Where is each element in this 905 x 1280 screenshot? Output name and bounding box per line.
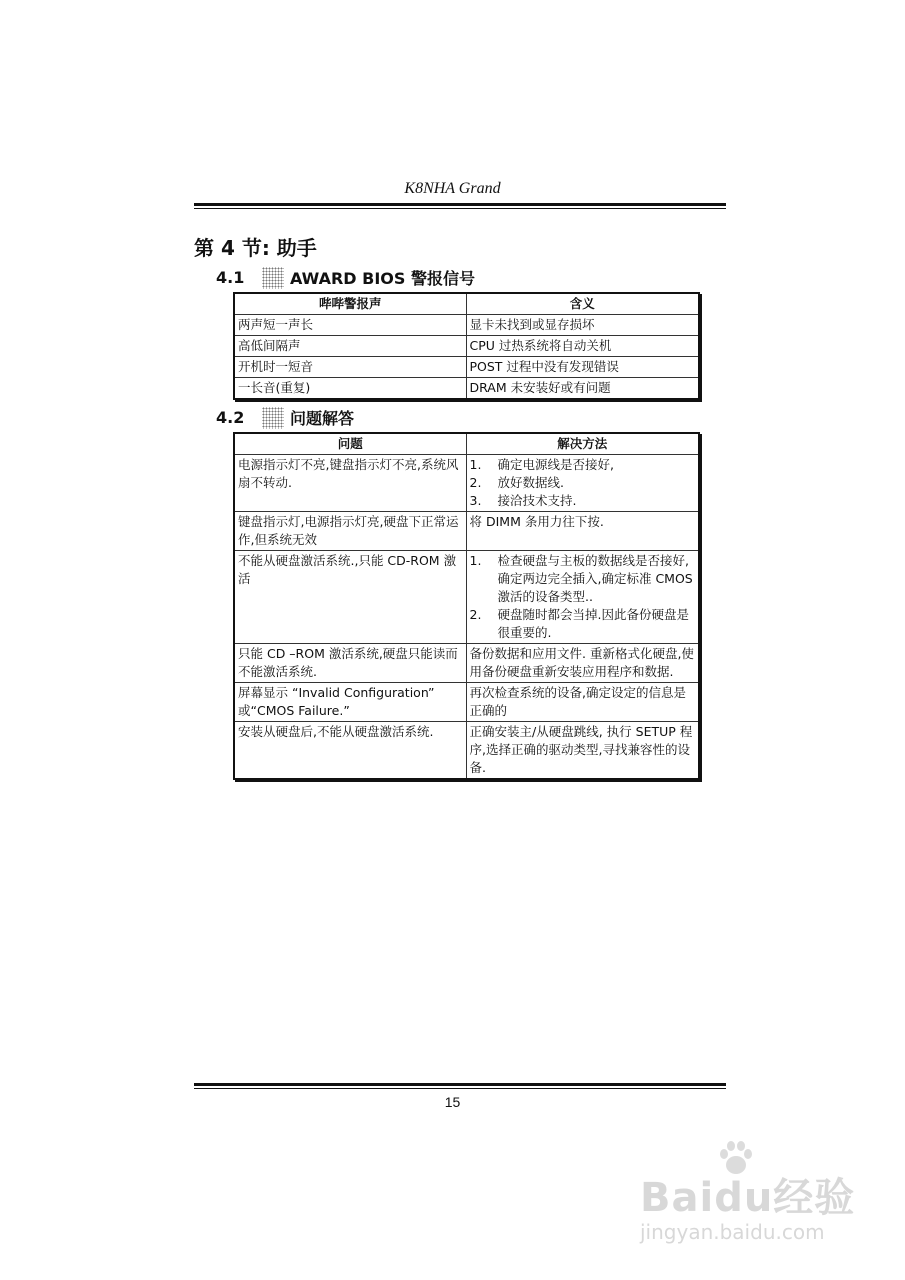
solution-step (470, 456, 696, 474)
table-row (234, 455, 699, 512)
problem-cell: 屏幕显示 “Invalid Configuration” 或“CMOS Failure.” (234, 683, 466, 722)
page-number: 15 (444, 1094, 461, 1110)
step-number: 1. (469, 553, 482, 568)
table-header-row (234, 433, 699, 455)
problem-cell: 电源指示灯不亮,键盘指示灯不亮,系统风扇不转动. (234, 455, 466, 512)
table-row (234, 722, 699, 780)
step-text: 确定电源线是否接好, (497, 457, 614, 472)
header-problem: 问题 (234, 433, 466, 455)
subsection-number: 4.2 (216, 408, 245, 427)
solution-cell: 再次检查系统的设备,确定设定的信息是正确的 (466, 683, 699, 722)
beep-cell: 一长音(重复) (234, 378, 466, 400)
table-row (234, 683, 699, 722)
step-text: 检查硬盘与主板的数据线是否接好,确定两边完全插入,确定标准 CMOS 激活的设备类型.. (497, 553, 693, 604)
footer-rule (194, 1083, 726, 1086)
dotted-marker (262, 407, 284, 429)
beep-codes-table (233, 292, 700, 400)
subsection-4-2-heading (216, 406, 354, 429)
solution-step (470, 492, 696, 510)
footer-rule-thin (194, 1088, 726, 1089)
header-solution: 解决方法 (466, 433, 699, 455)
solution-step (470, 474, 696, 492)
section-title: 第 4 节: 助手 (194, 236, 317, 260)
table-row (234, 357, 699, 378)
table-row (234, 336, 699, 357)
problem-cell: 安装从硬盘后,不能从硬盘激活系统. (234, 722, 466, 780)
running-header: K8NHA Grand (404, 180, 501, 197)
solution-cell (466, 551, 699, 644)
step-text: 放好数据线. (497, 475, 564, 490)
table-row (234, 644, 699, 683)
header-beep: 哔哔警报声 (234, 293, 466, 315)
step-text: 硬盘随时都会当掉.因此备份硬盘是很重要的. (497, 607, 689, 640)
problem-cell: 不能从硬盘激活系统.,只能 CD-ROM 激活 (234, 551, 466, 644)
table-header-row (234, 293, 699, 315)
subsection-number: 4.1 (216, 268, 245, 287)
troubleshooting-table (233, 432, 700, 780)
table-row (234, 551, 699, 644)
beep-cell: 两声短一声长 (234, 315, 466, 336)
watermark-brand: Baidu经验 (640, 1175, 856, 1221)
subsection-4-1-heading (216, 266, 475, 289)
problem-cell: 键盘指示灯,电源指示灯亮,硬盘下正常运作,但系统无效 (234, 512, 466, 551)
solution-cell: 备份数据和应用文件. 重新格式化硬盘,使用备份硬盘重新安装应用程序和数据. (466, 644, 699, 683)
step-text: 接洽技术支持. (497, 493, 577, 508)
step-number: 3. (469, 493, 482, 508)
meaning-cell: DRAM 未安装好或有问题 (466, 378, 699, 400)
table-row (234, 315, 699, 336)
step-number: 1. (469, 457, 482, 472)
solution-step (470, 552, 696, 606)
header-rule (194, 203, 726, 206)
table-row (234, 378, 699, 400)
meaning-cell: CPU 过热系统将自动关机 (466, 336, 699, 357)
dotted-marker (262, 267, 284, 289)
solution-cell (466, 455, 699, 512)
step-number: 2. (469, 475, 482, 490)
watermark-url: jingyan.baidu.com (640, 1220, 825, 1244)
subsection-title: AWARD BIOS 警报信号 (290, 269, 475, 288)
meaning-cell: POST 过程中没有发现错误 (466, 357, 699, 378)
meaning-cell: 显卡未找到或显存损坏 (466, 315, 699, 336)
header-meaning: 含义 (466, 293, 699, 315)
solution-step (470, 606, 696, 642)
solution-cell: 将 DIMM 条用力往下按. (466, 512, 699, 551)
solution-cell: 正确安装主/从硬盘跳线, 执行 SETUP 程序,选择正确的驱动类型,寻找兼容性的设备. (466, 722, 699, 780)
step-number: 2. (469, 607, 482, 622)
problem-cell: 只能 CD –ROM 激活系统,硬盘只能读而不能激活系统. (234, 644, 466, 683)
header-rule-thin (194, 208, 726, 209)
beep-cell: 开机时一短音 (234, 357, 466, 378)
table-row (234, 512, 699, 551)
beep-cell: 高低间隔声 (234, 336, 466, 357)
subsection-title: 问题解答 (290, 409, 355, 428)
